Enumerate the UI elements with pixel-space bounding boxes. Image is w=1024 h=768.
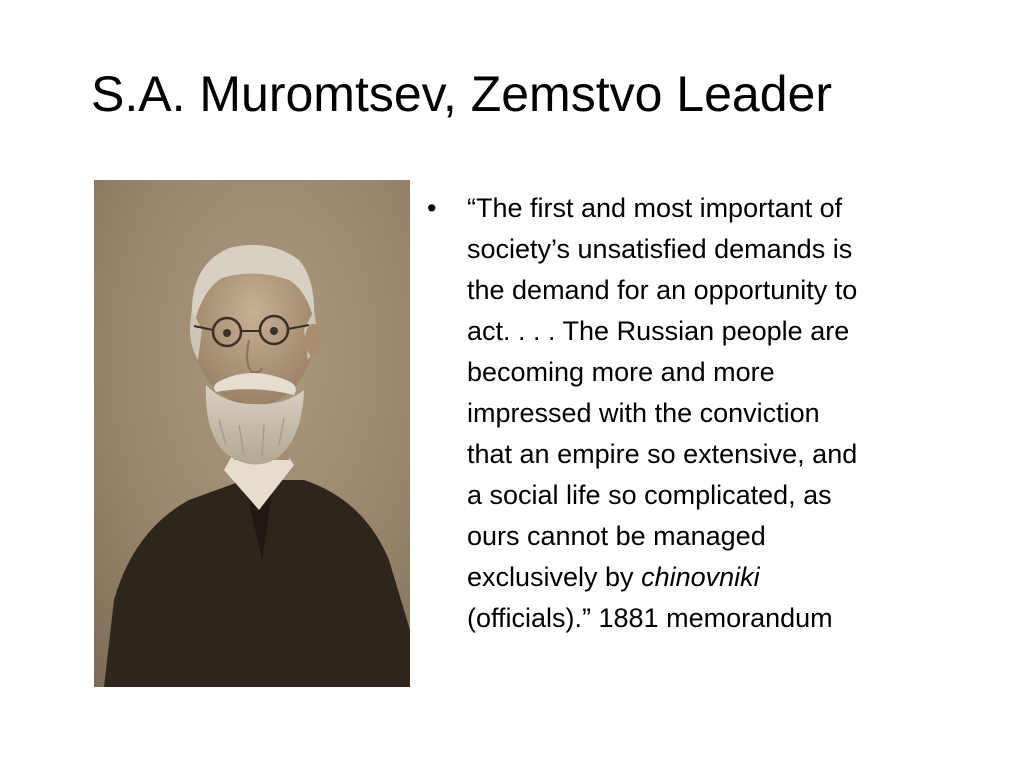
quote-line: “The first and most important of [467,193,843,223]
quote-line: that an empire so extensive, and [467,439,858,469]
bullet-marker: • [427,193,437,223]
quote-line: the demand for an opportunity to [467,275,858,305]
quote-line: society’s unsatisfied demands is [467,234,853,264]
chinovniki-term: chinovniki [641,562,760,592]
slide-title: S.A. Muromtsev, Zemstvo Leader [91,66,832,122]
quote-text: exclusively by [467,562,642,592]
quote-line: becoming more and more [467,357,775,387]
quote-line-chinovniki [467,557,984,598]
quote-list [424,188,984,639]
quote-line: a social life so complicated, as [467,480,832,510]
portrait-photo [94,180,410,687]
portrait-image-icon [94,180,410,687]
quote-line: ours cannot be managed [467,521,766,551]
quote-line: impressed with the conviction [467,398,820,428]
quote-bullet [424,188,984,639]
quote-line: act. . . . The Russian people are [467,316,850,346]
quote-line-attribution: (officials).” 1881 memorandum [467,603,833,633]
